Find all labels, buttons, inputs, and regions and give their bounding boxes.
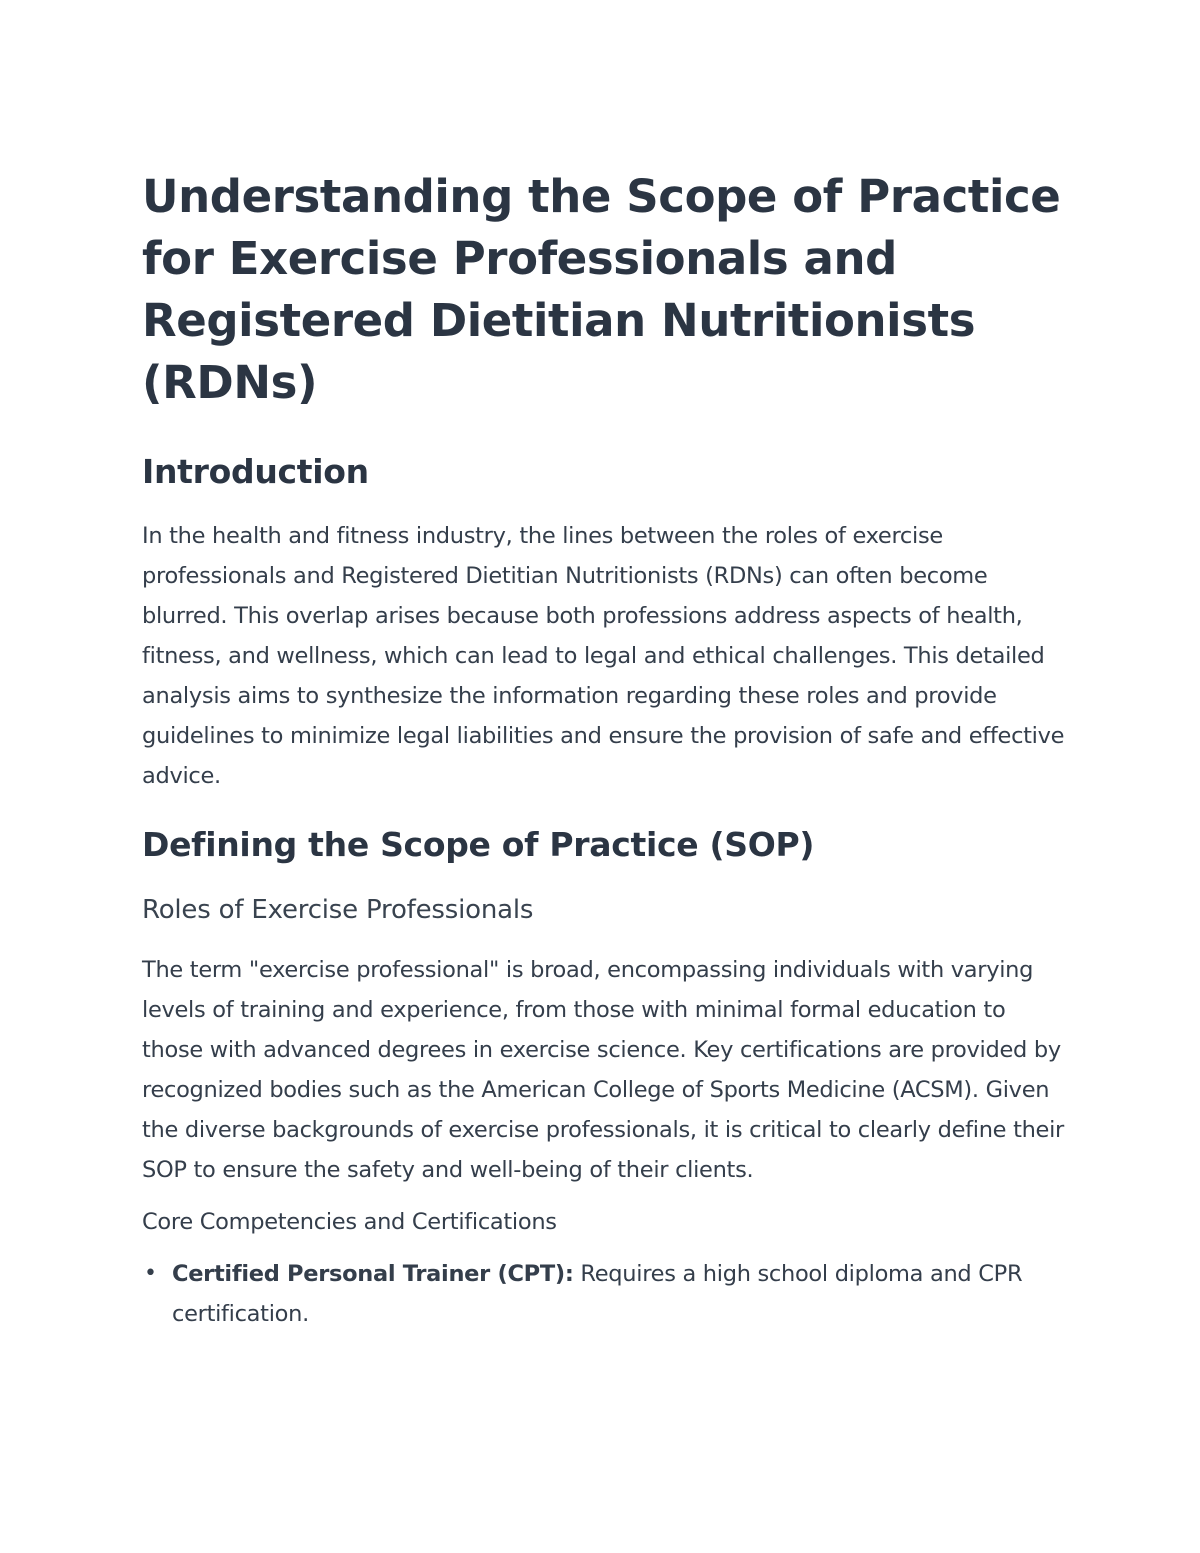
bullet-icon: • bbox=[144, 1261, 157, 1286]
introduction-paragraph: In the health and fitness industry, the lines between the roles of exercise professionals and Registered Dietitian Nutritionists (RDNs) can often become blurred. This overlap arises because both professions address aspects of health, fitness, and wellness, which can lead to legal and ethical challenges. This detailed analysis aims to synthesize the information regarding these roles and provide guidelines to minimize legal liabilities and ensure the provision of safe and effective advice. bbox=[142, 523, 1065, 789]
roles-paragraph: The term "exercise professional" is broad, encompassing individuals with varying levels of training and experience, from those with minimal formal education to those with advanced degrees in exercise science. Key certifications are provided by recognized bodies such as the American College of Sports Medicine (ACSM). Given the diverse backgrounds of exercise professionals, it is critical to clearly define their SOP to ensure the safety and well-being of their clients. bbox=[142, 957, 1064, 1183]
roles-heading: Roles of Exercise Professionals bbox=[142, 895, 534, 925]
document-page bbox=[142, 166, 1072, 1334]
list-item bbox=[142, 1254, 1072, 1334]
certification-list bbox=[142, 1254, 1072, 1334]
certification-description: Requires a high school diploma and CPR certification. bbox=[172, 1261, 1023, 1327]
sop-heading: Defining the Scope of Practice (SOP) bbox=[142, 825, 815, 864]
certification-term: Certified Personal Trainer (CPT): bbox=[172, 1261, 574, 1287]
introduction-heading: Introduction bbox=[142, 452, 369, 491]
competencies-heading: Core Competencies and Certifications bbox=[142, 1209, 557, 1235]
document-title: Understanding the Scope of Practice for Exercise Professionals and Registered Dietitian Nutritionists (RDNs) bbox=[142, 170, 1061, 409]
